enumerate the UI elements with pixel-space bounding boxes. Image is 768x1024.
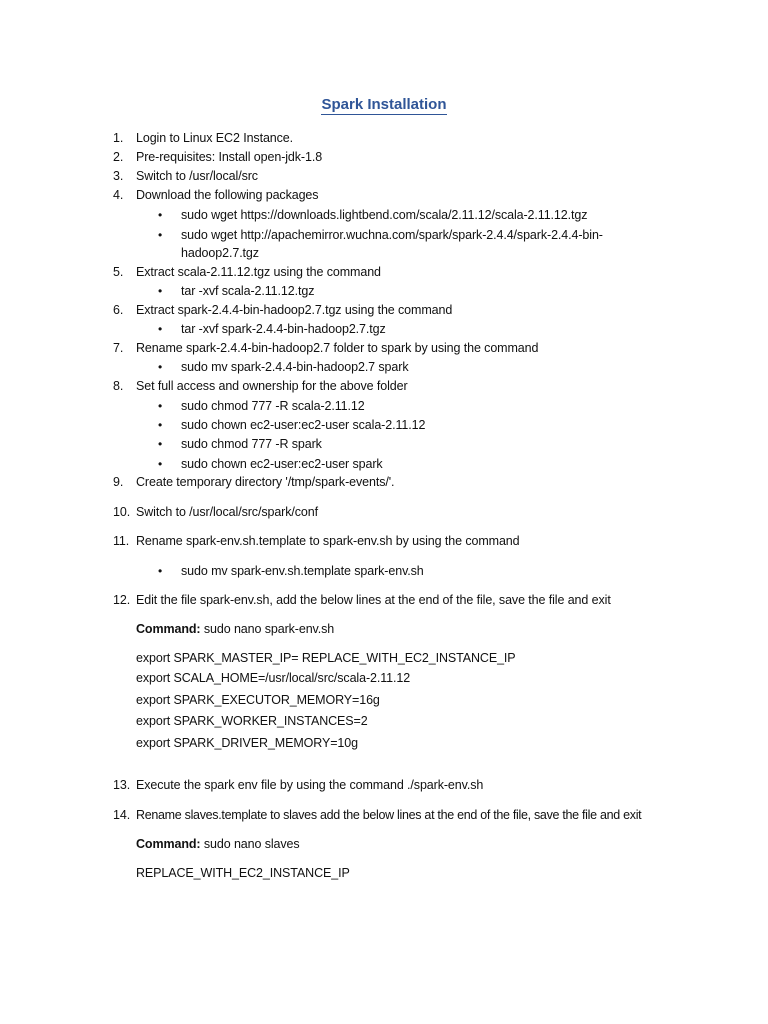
export-line: REPLACE_WITH_EC2_INSTANCE_IP: [136, 866, 350, 880]
bullet-icon: •: [158, 399, 163, 413]
step-14-command: Command: sudo nano slaves: [136, 837, 300, 851]
bullet-icon: •: [158, 360, 163, 374]
export-line: export SPARK_EXECUTOR_MEMORY=16g: [136, 693, 380, 707]
bullet-icon: •: [158, 208, 163, 222]
export-line: export SCALA_HOME=/usr/local/src/scala-2.11.12: [136, 671, 411, 685]
export-line: export SPARK_DRIVER_MEMORY=10g: [136, 736, 358, 750]
bullet-icon: •: [158, 564, 163, 578]
bullet-icon: •: [158, 437, 163, 451]
export-line: export SPARK_MASTER_IP= REPLACE_WITH_EC2_INSTANCE_IP: [136, 651, 516, 665]
step-12-command: Command: sudo nano spark-env.sh: [136, 622, 335, 636]
bullet-icon: •: [158, 228, 163, 242]
bullet-icon: •: [158, 322, 163, 336]
page-title: Spark Installation: [321, 96, 447, 113]
bullet-icon: •: [158, 457, 163, 471]
bullet-icon: •: [158, 418, 163, 432]
document-page: Spark Installation 1. Login to Linux EC2 Instance. 2. Pre-requisites: Install open-jdk-1.8 3. Switch to /usr/local/src 4. Download the following packages • sudo wget https://downloads.lightbend.com/scala/2.11.12/scala-2.11.12.tgz • sudo wget http://apachemirror.wuchna.com/spark/spark-2.4.4/spark-2.4.4-bin- hadoop2.7.tgz 5. Extract scala-2.11.12.tgz using the command • tar -xvf scala-2.11.12.tgz 6. Extract spark-2.4.4-bin-hadoop2.7.tgz using the command • tar -xvf spark-2.4.4-bin-hadoop2.7.tgz 7. Rename spark-2.4.4-bin-hadoop2.7 folder to spark by using the command • sudo mv spark-2.4.4-bin-hadoop2.7 spark 8. Set full access and ownership for the above folder • sudo chmod 777 -R scala-2.11.12 • sudo chown ec2-user:ec2-user scala-2.11.12 • sudo chmod 777 -R spark • sudo chown ec2-user:ec2-user spark 9. Create temporary directory '/tmp/spark-events/'. 10. Switch to /usr/local/src/spark/conf 11. Rename spark-env.sh.template to spark-env.sh by using the command • sudo mv spark-env.sh.template spark-env.sh 12. Edit the file spark-env.sh, add the below lines at the end of the file, save the file and exit Command: sudo nano spark-env.sh export SPARK_MASTER_IP= REPLACE_WITH_EC2_INSTANCE_IP export SCALA_HOME=/usr/local/src/scala-2.11.12 export SPARK_EXECUTOR_MEMORY=16g export SPARK_WORKER_INSTANCES=2 export SPARK_DRIVER_MEMORY=10g 13. Execute the spark env file by using the command ./spark-env.sh 14. Rename slaves.template to slaves add the below lines at the end of the file, save the file and exit Command: sudo nano slaves REPLACE_WITH_EC2_INSTANCE_IP: [0, 0, 768, 1024]
bullet-icon: •: [158, 284, 163, 298]
export-line: export SPARK_WORKER_INSTANCES=2: [136, 714, 368, 728]
